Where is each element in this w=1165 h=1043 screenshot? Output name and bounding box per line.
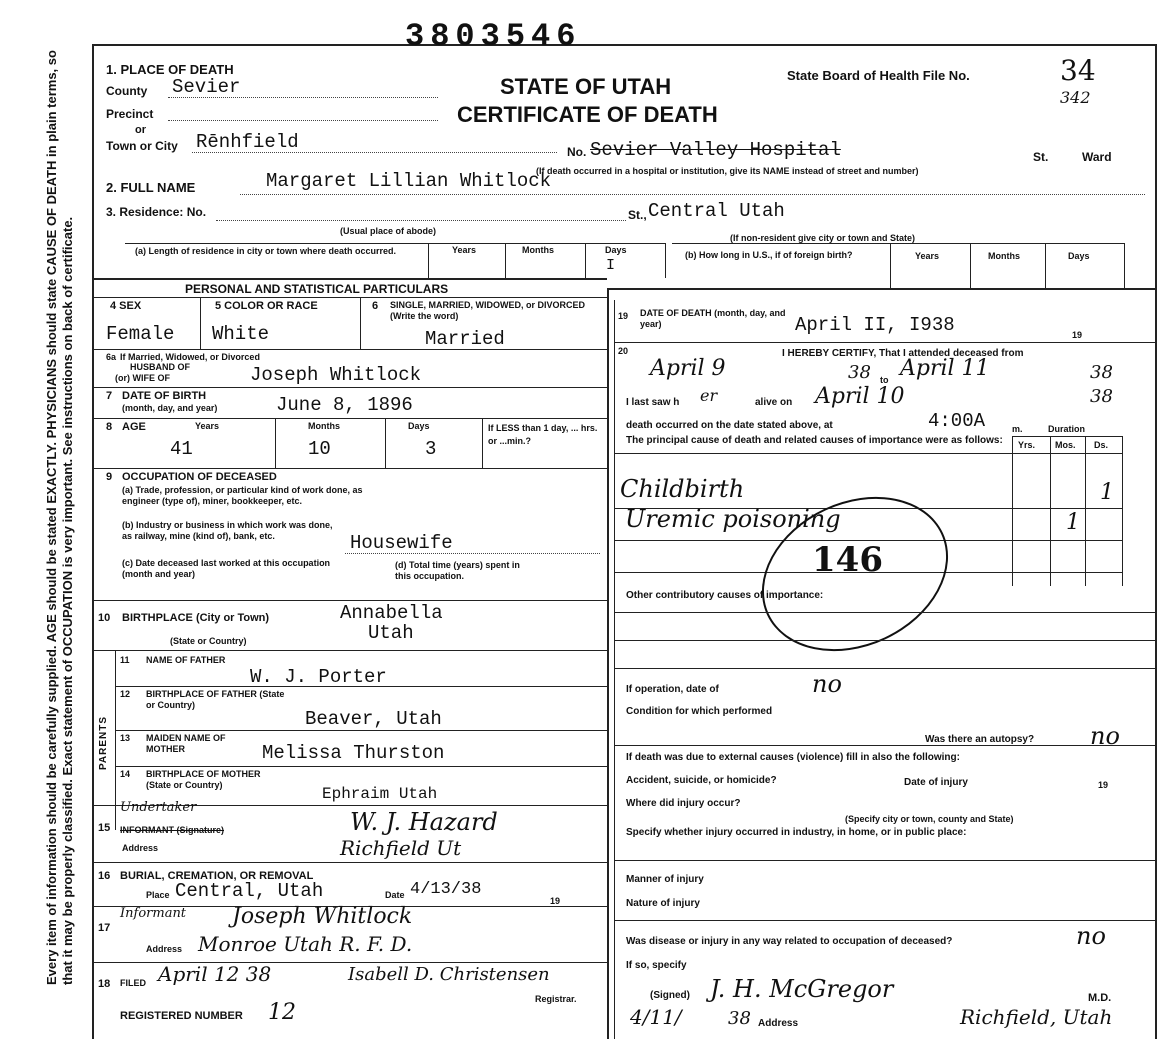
spouse-label-2: HUSBAND OF	[130, 362, 190, 372]
last-saw-year: 38	[1090, 386, 1113, 407]
cause-label: The principal cause of death and related causes of importance were as follows:	[626, 435, 1003, 446]
occupation-c-label: (c) Date deceased last worked at this occupation (month and year)	[122, 558, 331, 579]
file-number: 34	[1060, 54, 1096, 87]
county-line	[168, 97, 438, 98]
duration-col-2	[1050, 436, 1051, 586]
registrar-label: Registrar.	[535, 994, 577, 1004]
age-col-2	[385, 418, 386, 468]
informant-num: 15	[98, 822, 111, 834]
full-name-line	[240, 194, 1145, 195]
dob-label: DATE OF BIRTH	[122, 390, 207, 402]
burial-place: Central, Utah	[175, 880, 324, 902]
hl-months-header: Months	[988, 251, 1020, 261]
color-value: White	[212, 323, 270, 345]
state-title: STATE OF UTAH	[500, 74, 672, 99]
row-7-top	[92, 387, 607, 388]
no-label: No.	[567, 145, 587, 159]
death-time: 4:00A	[928, 410, 986, 432]
spouse-value: Joseph Whitlock	[250, 364, 422, 386]
age-months-value: 10	[308, 438, 331, 460]
age-years-label: Years	[195, 421, 220, 431]
attended-from-year: 38	[848, 362, 871, 383]
how-long-table-top	[672, 243, 1124, 244]
registrar-signature: Isabell D. Christensen	[348, 964, 550, 985]
operation-value: no	[812, 670, 842, 698]
county-value: Sevier	[172, 76, 241, 98]
full-name-value: Margaret Lillian Whitlock	[266, 170, 552, 192]
institution-value: Sevier Valley Hospital	[590, 139, 841, 161]
filed-num: 18	[98, 978, 111, 990]
alive-on-label: alive on	[755, 397, 793, 408]
row-20-top	[614, 342, 1155, 343]
burial-label: BURIAL, CREMATION, OR REMOVAL	[120, 870, 314, 882]
attended-to: April 11	[900, 356, 990, 381]
ds-header: Ds.	[1094, 440, 1109, 450]
full-name-label: 2. FULL NAME	[106, 180, 196, 195]
autopsy-value: no	[1090, 722, 1120, 750]
informant-signature: W. J. Hazard	[350, 808, 498, 836]
row-6a-top	[92, 349, 607, 350]
frame-top	[92, 44, 1155, 46]
birthplace-state-label: (State or Country)	[170, 636, 247, 646]
occupation-value: Housewife	[350, 532, 453, 554]
residence-st-label: St.,	[628, 208, 647, 222]
undertaker-address: Monroe Utah R. F. D.	[198, 932, 413, 956]
operation-label: If operation, date of	[626, 684, 719, 695]
other-row-1	[614, 612, 1155, 613]
burial-date-label: Date	[385, 890, 405, 900]
physician-signature: J. H. McGregor	[710, 975, 894, 1003]
nature-label: Nature of injury	[626, 898, 700, 909]
father-birthplace-num: 12	[120, 689, 131, 699]
nonresident-note: (If non-resident give city or town and State)	[730, 233, 916, 243]
residence-days-value: I	[606, 257, 616, 274]
mother-birthplace-num: 14	[120, 769, 131, 779]
birthplace-state: Utah	[368, 622, 414, 644]
injury-year19: 19	[1098, 780, 1109, 790]
dob-value: June 8, 1896	[276, 394, 413, 416]
if-so-label: If so, specify	[626, 960, 687, 971]
informant-address-label: Address	[122, 843, 159, 853]
how-long-us-label: (b) How long in U.S., if of foreign birth?	[685, 250, 853, 260]
burial-date: 4/13/38	[410, 880, 482, 899]
mother-birthplace-label: BIRTHPLACE OF MOTHER (State or Country)	[146, 769, 261, 790]
abode-note: (Usual place of abode)	[340, 226, 437, 236]
certificate-number: 3803546	[405, 18, 582, 55]
res-col-3	[585, 243, 586, 278]
cause-2-months: 1	[1066, 510, 1080, 535]
marital-value: Married	[425, 328, 505, 350]
res-col-2	[505, 243, 506, 278]
row-9-top	[92, 468, 607, 469]
marital-label: SINGLE, MARRIED, WIDOWED, or DIVORCED (Write the word)	[390, 300, 586, 321]
sex-divider	[200, 297, 201, 349]
physician-address-label: Address	[758, 1018, 799, 1029]
precinct-line	[168, 120, 438, 121]
certificate-title: CERTIFICATE OF DEATH	[457, 102, 718, 127]
registered-number-label: REGISTERED NUMBER	[120, 1010, 243, 1022]
mother-birthplace-value: Ephraim Utah	[322, 785, 438, 803]
cause-2: Uremic poisoning	[625, 505, 841, 533]
county-label: County	[106, 84, 148, 98]
operation-top	[614, 668, 1155, 669]
town-label: Town or City	[106, 139, 178, 153]
age-days-label: Days	[408, 421, 430, 431]
undertaker-name: Joseph Whitlock	[232, 904, 413, 929]
res-col-4	[665, 243, 666, 278]
spouse-label-1: If Married, Widowed, or Divorced	[120, 352, 260, 362]
residence-label: 3. Residence: No.	[106, 205, 207, 219]
manner-label: Manner of injury	[626, 874, 704, 885]
age-years-value: 41	[170, 438, 193, 460]
length-of-residence-label: (a) Length of residence in city or town where death occurred.	[135, 246, 397, 256]
color-divider	[360, 297, 361, 349]
father-label: NAME OF FATHER	[146, 655, 226, 665]
age-col-3	[482, 418, 483, 468]
certify-text: I HEREBY CERTIFY, That I attended deceased from	[782, 348, 1024, 359]
dod-label: DATE OF DEATH (month, day, and year)	[640, 308, 786, 329]
cause-1-days: 1	[1100, 480, 1114, 505]
burial-place-label: Place	[146, 890, 170, 900]
autopsy-label: Was there an autopsy?	[925, 734, 1035, 745]
frame-left	[92, 44, 94, 1039]
m-label: m.	[1012, 424, 1023, 434]
sex-value: Female	[106, 323, 175, 345]
external-label: If death was due to external causes (violence) fill in also the following:	[626, 752, 960, 763]
file-sub-number: 342	[1060, 88, 1091, 107]
marital-num: 6	[372, 300, 379, 312]
undertaker-role: Informant	[120, 906, 187, 921]
personal-top	[92, 278, 607, 280]
mother-num: 13	[120, 733, 131, 743]
injury-date-label: Date of injury	[904, 777, 968, 788]
personal-header-line	[92, 297, 607, 298]
md-label: M.D.	[1088, 992, 1112, 1004]
instructions-text: Every item of information should be carefully supplied. AGE should be stated EXACTLY. PHYSICIANS should state CAUSE OF DEATH in plain terms, so that it may be properly classified. Exact statement of OCCUPATION is very important. See instructions on back of certificate.	[44, 50, 75, 985]
manner-top	[614, 860, 1155, 861]
age-days-value: 3	[425, 438, 437, 460]
mother-label: MAIDEN NAME OF MOTHER	[146, 733, 226, 754]
row-14-top	[115, 766, 607, 767]
filed-date: April 12 38	[158, 962, 272, 986]
accident-label: Accident, suicide, or homicide?	[626, 775, 777, 786]
row-12-top	[115, 686, 607, 687]
side-instructions	[4, 0, 89, 1043]
town-value: Rēnhfield	[196, 131, 299, 153]
mother-value: Melissa Thurston	[262, 742, 445, 764]
father-birthplace-label: BIRTHPLACE OF FATHER (State or Country)	[146, 689, 285, 710]
parents-divider	[115, 650, 116, 830]
signed-date: 4/11/	[630, 1005, 682, 1029]
personal-header: PERSONAL AND STATISTICAL PARTICULARS	[185, 282, 449, 296]
hl-days-header: Days	[1068, 251, 1090, 261]
place-section-label: 1. PLACE OF DEATH	[106, 62, 234, 77]
hl-col-1	[890, 243, 891, 288]
filed-label: FILED	[120, 978, 146, 988]
ward-label: Ward	[1082, 150, 1112, 164]
occ-related-value: no	[1076, 922, 1106, 950]
residence-line	[216, 220, 626, 221]
medical-top	[607, 288, 1155, 290]
specify-place-label: Specify whether injury occurred in industry, in home, or in public place:	[626, 827, 967, 838]
occupation-a-label: (a) Trade, profession, or particular kind of work done, as engineer (type of), miner, bookkeeper, etc.	[122, 485, 363, 506]
hl-col-4	[1124, 243, 1125, 288]
birthplace-city: Annabella	[340, 602, 443, 624]
father-birthplace-value: Beaver, Utah	[305, 708, 442, 730]
last-saw-label: I last saw h	[626, 397, 680, 408]
informant-label: INFORMANT (Signature)	[120, 825, 224, 835]
cause-1: Childbirth	[620, 475, 745, 503]
undertaker-address-label: Address	[146, 944, 183, 954]
parents-side-label: PARENTS	[98, 715, 109, 770]
attended-from: April 9	[650, 356, 726, 381]
center-divider-inner	[614, 300, 615, 1039]
residence-years-header: Years	[452, 245, 477, 255]
occupation-line	[345, 553, 600, 554]
attended-to-label: to	[880, 375, 889, 385]
birthplace-num: 10	[98, 612, 111, 624]
residence-value: Central Utah	[648, 200, 785, 222]
hl-col-3	[1045, 243, 1046, 288]
father-num: 11	[120, 655, 130, 665]
or-label: or	[135, 124, 146, 136]
last-saw-pronoun: er	[700, 386, 718, 405]
cause-code: 146	[812, 540, 883, 580]
burial-year-suffix: 19	[550, 896, 561, 906]
dob-sub: (month, day, and year)	[122, 403, 218, 413]
where-injury-label: Where did injury occur?	[626, 798, 741, 809]
age-num: 8	[106, 421, 113, 433]
precinct-label: Precinct	[106, 107, 154, 121]
signed-year: 38	[728, 1008, 751, 1029]
file-label: State Board of Health File No.	[787, 68, 970, 83]
row-8-top	[92, 418, 607, 419]
occ-related-top	[614, 920, 1155, 921]
informant-role: Undertaker	[120, 800, 197, 815]
informant-address: Richfield Ut	[340, 836, 462, 860]
duration-col-4	[1122, 436, 1123, 586]
dod-num: 19	[618, 311, 629, 321]
certify-num: 20	[618, 346, 629, 356]
other-row-2	[614, 640, 1155, 641]
occupation-b-label: (b) Industry or business in which work was done, as railway, mine (kind of), bank, etc.	[122, 520, 333, 541]
residence-days-header: Days	[605, 245, 627, 255]
registered-number: 12	[268, 1000, 296, 1025]
physician-address: Richfield, Utah	[960, 1005, 1113, 1029]
color-label: 5 COLOR OR RACE	[215, 300, 318, 312]
hl-col-2	[970, 243, 971, 288]
town-line	[192, 152, 557, 153]
signed-label: (Signed)	[650, 990, 690, 1001]
undertaker-num: 17	[98, 922, 111, 934]
row-13-top	[115, 730, 607, 731]
occupation-d-label: (d) Total time (years) spent in this occupation.	[395, 560, 520, 581]
sex-label: 4 SEX	[110, 300, 142, 312]
age-months-label: Months	[308, 421, 340, 431]
duration-col-3	[1085, 436, 1086, 586]
spouse-label-3: (or) WIFE OF	[115, 373, 170, 383]
dob-num: 7	[106, 390, 113, 402]
frame-right	[1155, 44, 1157, 1039]
cause-row-1	[614, 453, 1122, 454]
burial-num: 16	[98, 870, 111, 882]
less-than-day-label: If LESS than 1 day, ... hrs. or ...min.?	[488, 423, 598, 446]
row-16-top	[92, 862, 607, 863]
duration-col-1	[1012, 436, 1013, 586]
death-time-label: death occurred on the date stated above, at	[626, 420, 833, 431]
residence-months-header: Months	[522, 245, 554, 255]
duration-header-top	[1012, 436, 1122, 437]
dod-year19: 19	[1072, 330, 1083, 340]
yrs-header: Yrs.	[1018, 440, 1036, 450]
external-top	[614, 745, 1155, 746]
hl-years-header: Years	[915, 251, 940, 261]
occupation-label: OCCUPATION OF DECEASED	[122, 471, 277, 483]
birthplace-label: BIRTHPLACE (City or Town)	[122, 612, 270, 624]
spouse-num: 6a	[106, 352, 117, 362]
age-col-1	[275, 418, 276, 468]
row-11-top	[92, 650, 607, 651]
age-label: AGE	[122, 421, 146, 433]
occupation-num: 9	[106, 471, 113, 483]
mos-header: Mos.	[1055, 440, 1076, 450]
row-10-top	[92, 600, 607, 601]
dod-value: April II, I938	[795, 314, 955, 336]
duration-label: Duration	[1048, 424, 1085, 434]
other-causes-label: Other contributory causes of importance:	[626, 590, 824, 601]
where-injury-sub: (Specify city or town, county and State)	[845, 814, 1014, 824]
attended-to-year: 38	[1090, 362, 1113, 383]
condition-label: Condition for which performed	[626, 706, 773, 717]
occ-related-label: Was disease or injury in any way related to occupation of deceased?	[626, 936, 953, 947]
residence-table-top	[125, 243, 665, 244]
res-col-1	[428, 243, 429, 278]
st-label: St.	[1033, 150, 1049, 164]
institution-note: (If death occurred in a hospital or institution, give its NAME instead of street and number)	[536, 166, 919, 176]
center-divider	[607, 288, 609, 1039]
last-saw-date: April 10	[815, 384, 905, 409]
father-value: W. J. Porter	[250, 666, 387, 688]
